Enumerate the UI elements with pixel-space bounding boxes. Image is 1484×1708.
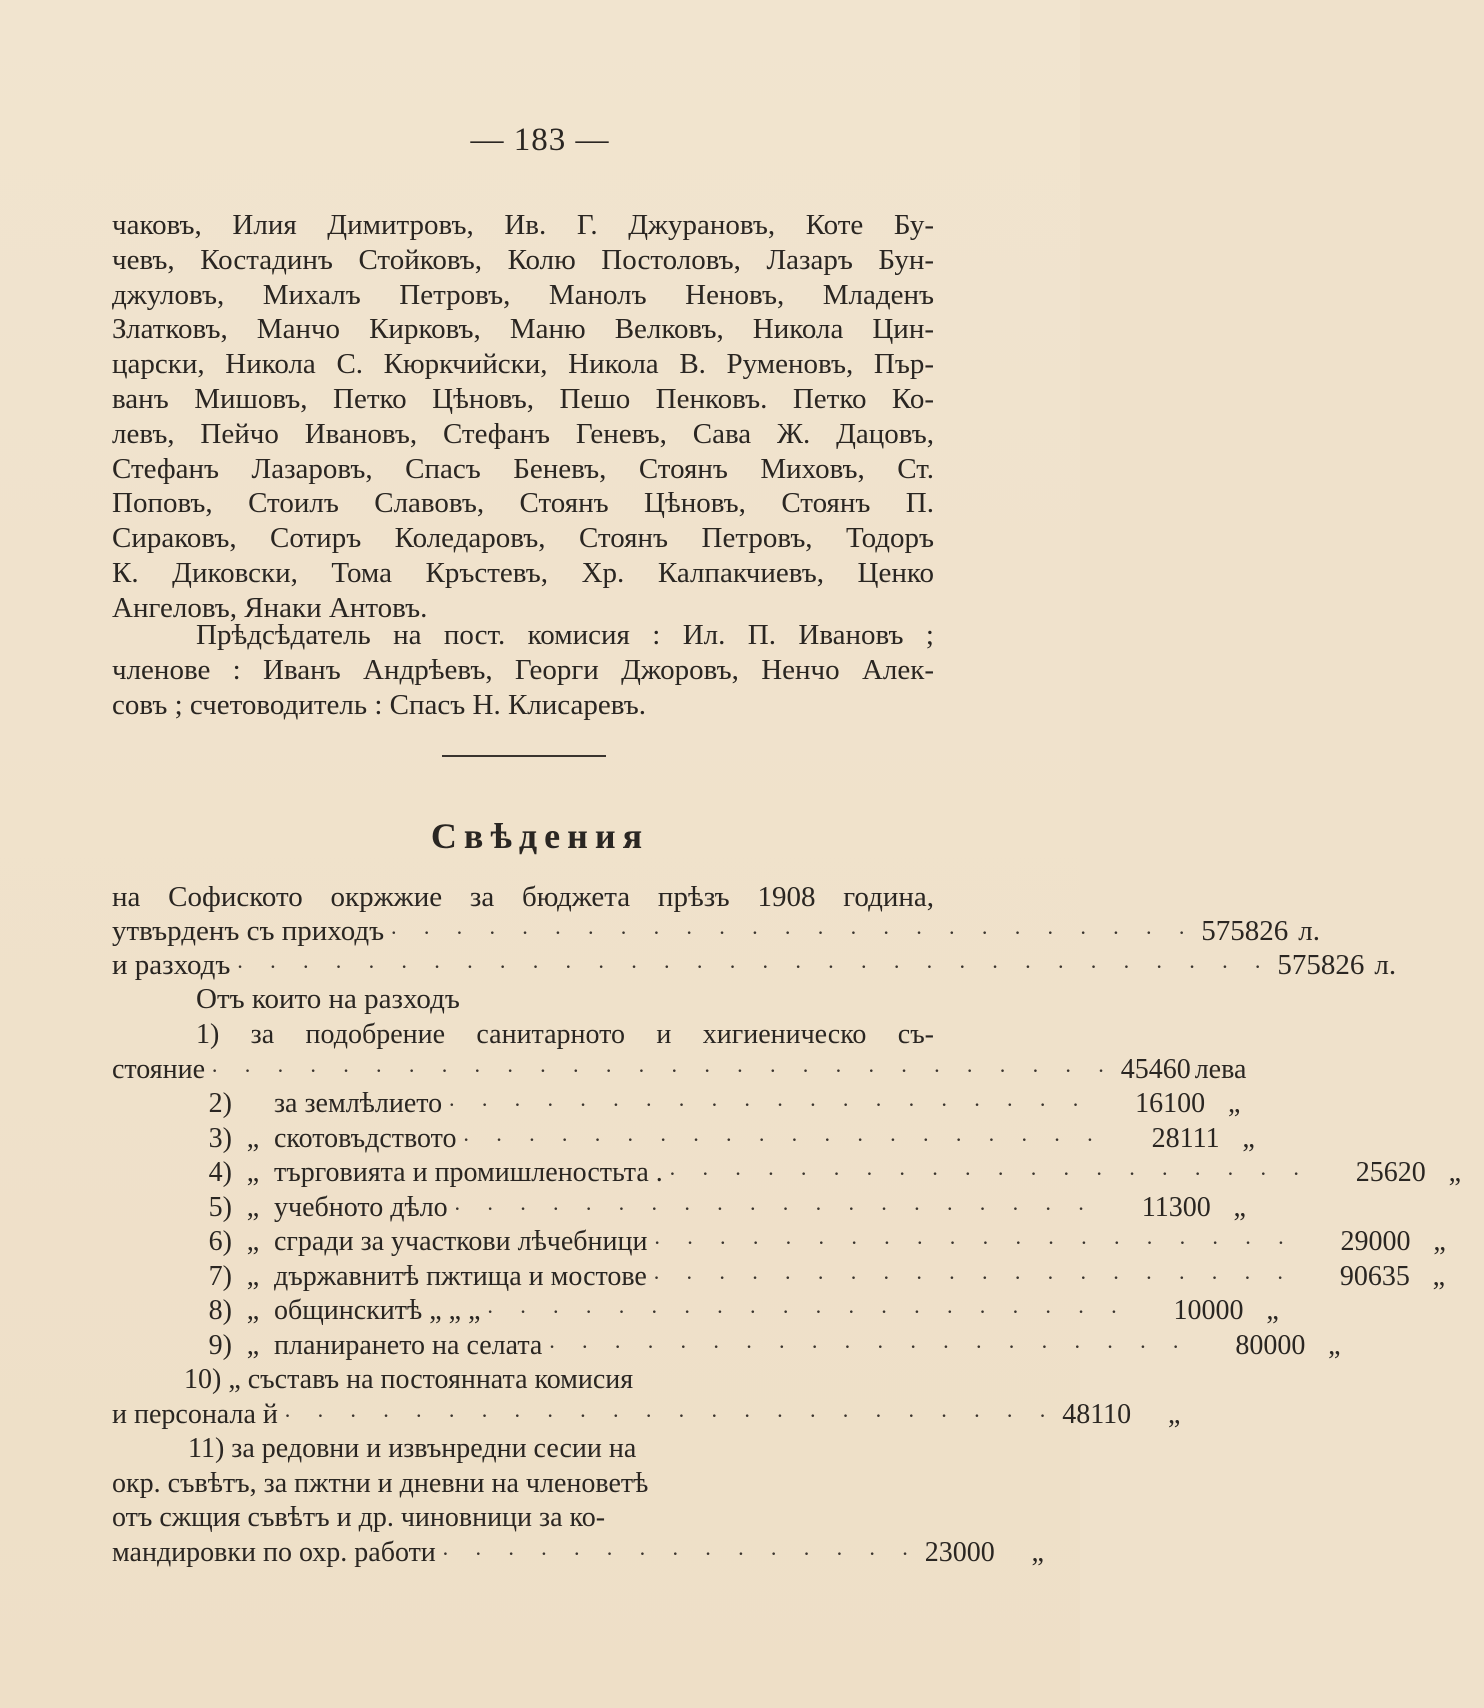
item-amount: 29000 xyxy=(1340,1226,1411,1257)
item-amount: 90635 xyxy=(1339,1260,1410,1292)
leader-dots: · · · · · · · · · · · · · · · · · · · · xyxy=(448,1092,1090,1117)
item-number: 5) xyxy=(208,1191,232,1223)
text-line: членове : Иванъ Андрѣевъ, Георги Джоровъ, Ненчо Алек- xyxy=(112,653,934,686)
item-amount: 48110 xyxy=(1062,1398,1132,1430)
item-amount: 16100 xyxy=(1135,1088,1206,1119)
commission-paragraph xyxy=(112,618,934,722)
expense-items xyxy=(112,1018,1461,1570)
item-amount: 10000 xyxy=(1173,1295,1244,1326)
income-unit: л. xyxy=(1298,915,1321,947)
item-number: 3) xyxy=(208,1122,232,1154)
expense-line xyxy=(112,948,1397,982)
item-unit: „ xyxy=(1233,1191,1246,1223)
text-line: джуловъ, Михалъ Петровъ, Манолъ Неновъ, Младенъ xyxy=(112,278,934,311)
item-label: мандировки по охр. работи xyxy=(112,1536,436,1568)
page-number: — 183 — xyxy=(470,122,610,158)
text-line: Стефанъ Лазаровъ, Спасъ Беневъ, Стоянъ Миховъ, Ст. xyxy=(112,452,934,485)
item-unit: „ xyxy=(1167,1398,1181,1430)
income-amount: 575826 xyxy=(1201,915,1289,947)
income-label: утвърденъ съ приходъ xyxy=(112,915,385,947)
text-line: Златковъ, Манчо Кирковъ, Маню Велковъ, Никола Цин- xyxy=(112,313,934,346)
leader-dots: · · · · · · · · · · · · · · · · · · · · · · · · xyxy=(283,1402,1057,1428)
text-line: Поповъ, Стоилъ Славовъ, Стоянъ Цѣновъ, Стоянъ П. xyxy=(112,487,934,520)
leader-dots: · · · · · · · · · · · · · · · · · · · · · · · · · xyxy=(390,920,1196,945)
members-paragraph xyxy=(112,208,934,626)
item-amount: 80000 xyxy=(1235,1329,1306,1361)
expenses-heading: Отъ които на разходъ xyxy=(196,983,460,1015)
text-line: Ангеловъ, Янаки Антовъ. xyxy=(112,591,428,624)
item-amount: 45460 xyxy=(1120,1053,1191,1085)
item-1-total xyxy=(112,1053,1247,1088)
item-unit: „ xyxy=(1242,1122,1255,1154)
leader-dots: · · · · · · · · · · · · · · · · · · · · xyxy=(486,1299,1128,1324)
leader-dots: · · · · · · · · · · · · · · · · · · · · xyxy=(462,1126,1104,1152)
section-title: Свѣдения xyxy=(430,816,650,856)
item-10-line: 10) „ съставъ на постоянната комисия xyxy=(184,1364,634,1395)
ditto-mark: „ xyxy=(246,1157,260,1188)
ditto-mark: „ xyxy=(246,1329,260,1361)
item-description: за землѣлието xyxy=(274,1088,443,1119)
item-description: държавнитѣ пжтища и мостове xyxy=(274,1260,647,1292)
ditto-mark: „ xyxy=(246,1260,260,1292)
budget-intro: на Софиското окржжие за бюджета прѣзъ 1908 година, xyxy=(112,881,934,913)
item-number: 7) xyxy=(208,1260,232,1292)
item-unit: лева xyxy=(1194,1053,1247,1085)
text-line: чевъ, Костадинъ Стойковъ, Колю Постоловъ, Лазаръ Бун- xyxy=(112,243,934,276)
expense-unit: л. xyxy=(1374,949,1397,981)
item-1-line: 1) за подобрение санитарното и хигиеническо съ- xyxy=(196,1019,934,1050)
expense-row xyxy=(112,1122,1255,1157)
text-line: Прѣдсѣдатель на пост. комисия : Ил. П. Ивановъ ; xyxy=(196,619,934,651)
leader-dots: · · · · · · · · · · · · · · · · · · · · xyxy=(653,1230,1295,1255)
item-unit: „ xyxy=(1266,1295,1279,1326)
expense-row xyxy=(112,1260,1446,1295)
item-unit: „ xyxy=(1432,1260,1446,1292)
item-11-line: окр. съвѣтъ, за пжтни и дневни на членоветѣ xyxy=(112,1467,649,1499)
item-amount: 25620 xyxy=(1355,1157,1426,1188)
income-line xyxy=(112,914,1321,948)
item-description: планирането на селата xyxy=(274,1329,543,1361)
item-number: 6) xyxy=(208,1226,232,1257)
item-description: търговията и промишленостьта . xyxy=(274,1157,663,1188)
budget-summary xyxy=(112,880,1397,1016)
item-number: 9) xyxy=(208,1329,232,1361)
item-unit: „ xyxy=(1031,1536,1044,1568)
leader-dots: · · · · · · · · · · · · · · · · · · · · xyxy=(453,1195,1095,1221)
item-label: и персонала й xyxy=(112,1398,278,1430)
item-unit: „ xyxy=(1328,1329,1341,1361)
section-divider xyxy=(442,755,606,757)
item-10-total xyxy=(112,1398,1181,1433)
expense-row xyxy=(112,1329,1341,1364)
item-unit: „ xyxy=(1227,1088,1241,1119)
leader-dots: · · · · · · · · · · · · · · · · · · · · · · · · · · · · · · · · xyxy=(236,954,1272,979)
item-description: скотовъдството xyxy=(274,1122,457,1154)
leader-dots: · · · · · · · · · · · · · · · · · · · · xyxy=(548,1333,1190,1359)
expense-row xyxy=(112,1087,1241,1122)
ditto-mark: „ xyxy=(246,1295,260,1326)
expense-amount: 575826 xyxy=(1277,949,1365,981)
item-description: сгради за участкови лѣчебници xyxy=(274,1226,648,1257)
expense-label: и разходъ xyxy=(112,949,231,981)
ditto-mark: „ xyxy=(246,1191,260,1223)
text-line: чаковъ, Илия Димитровъ, Ив. Г. Джурановъ, Коте Бу- xyxy=(112,209,934,241)
text-line: Сираковъ, Сотиръ Коледаровъ, Стоянъ Петровъ, Тодоръ xyxy=(112,522,934,555)
expense-row xyxy=(112,1191,1246,1226)
expense-row xyxy=(112,1225,1446,1260)
expense-list xyxy=(112,1087,1461,1363)
text-line: ванъ Мишовъ, Петко Цѣновъ, Пешо Пенковъ. Петко Ко- xyxy=(112,382,934,415)
item-amount: 28111 xyxy=(1151,1122,1220,1154)
item-amount: 23000 xyxy=(924,1536,995,1568)
text-line: царски, Никола С. Кюркчийски, Никола В. Руменовъ, Пър- xyxy=(112,348,934,381)
text-line: совъ ; счетоводитель : Спасъ Н. Клисаревъ. xyxy=(112,688,646,721)
leader-dots: · · · · · · · · · · · · · · · · · · · · xyxy=(652,1264,1294,1290)
item-11-line: отъ сжщия съвѣтъ и др. чиновници за ко- xyxy=(112,1502,606,1533)
item-number: 2) xyxy=(208,1088,232,1119)
expense-row xyxy=(112,1156,1461,1191)
item-11-total xyxy=(112,1536,1044,1571)
leader-dots: · · · · · · · · · · · · · · · · · · · · · · · · · · · · xyxy=(211,1057,1115,1083)
item-number: 8) xyxy=(208,1295,232,1326)
leader-dots: · · · · · · · · · · · · · · · xyxy=(441,1540,919,1566)
leader-dots: · · · · · · · · · · · · · · · · · · · · xyxy=(668,1161,1310,1186)
item-label: стояние xyxy=(112,1053,206,1085)
expense-row xyxy=(112,1294,1279,1329)
text-line: К. Диковски, Тома Кръстевъ, Хр. Калпакчиевъ, Ценко xyxy=(112,556,934,589)
ditto-mark: „ xyxy=(246,1122,260,1154)
item-amount: 11300 xyxy=(1141,1191,1211,1223)
item-description: учебното дѣло xyxy=(274,1191,448,1223)
item-unit: „ xyxy=(1448,1157,1461,1188)
item-11-line: 11) за редовни и извънредни сесии на xyxy=(188,1433,637,1464)
item-number: 4) xyxy=(208,1157,232,1188)
item-unit: „ xyxy=(1433,1226,1446,1257)
ditto-mark: „ xyxy=(246,1226,260,1257)
item-description: общинскитѣ „ „ „ xyxy=(274,1295,481,1326)
text-line: левъ, Пейчо Ивановъ, Стефанъ Геневъ, Сава Ж. Дацовъ, xyxy=(112,417,934,450)
